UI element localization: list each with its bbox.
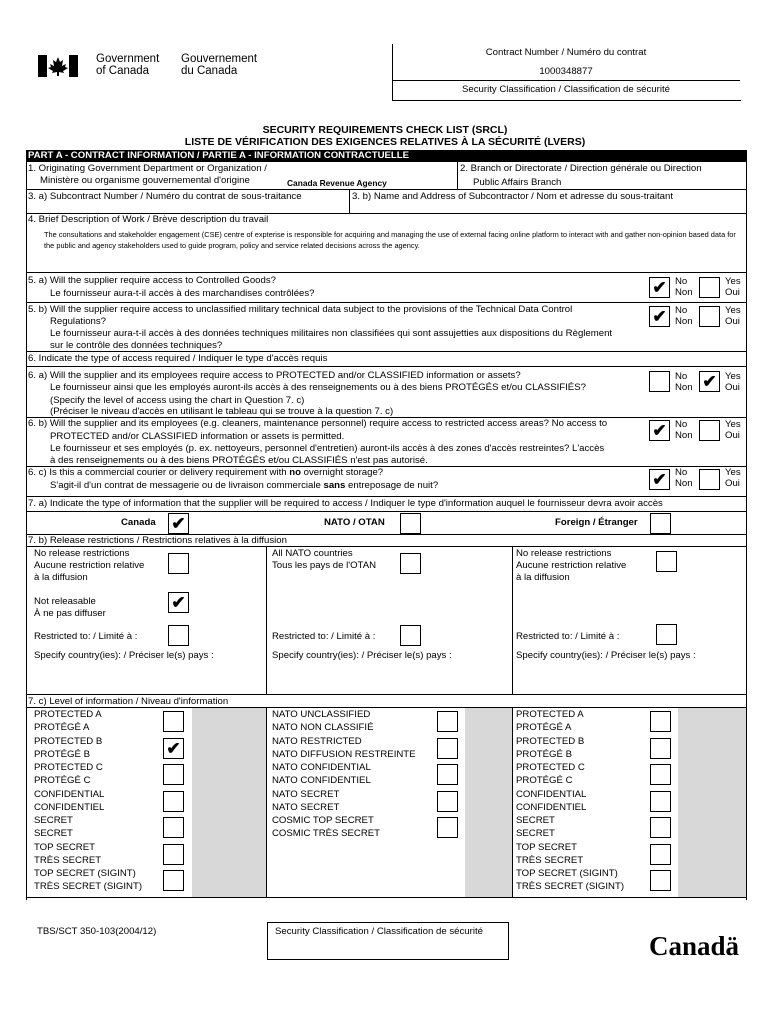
q7b-foreign-restricted: Restricted to: / Limité à : xyxy=(516,631,620,642)
q7c-canada-level-checkbox[interactable] xyxy=(163,791,184,812)
q7a-canada-label: Canada xyxy=(121,517,156,528)
gov-fr-line1: Gouvernement xyxy=(181,53,258,65)
q7c-foreign-level-label: TRÈS SECRET xyxy=(516,854,584,866)
q7c-nato-level-checkbox[interactable] xyxy=(437,791,458,812)
q5b-yes-label: Yes Oui xyxy=(725,305,741,327)
q5b-line2: Regulations? xyxy=(50,316,107,327)
q7a-nato-label: NATO / OTAN xyxy=(324,517,385,528)
canada-flag-logo xyxy=(38,55,78,77)
title-fr: LISTE DE VÉRIFICATION DES EXIGENCES RELATIVES À LA SÉCURITÉ (LVERS) xyxy=(184,136,586,148)
q7c-nato-level-checkbox[interactable] xyxy=(437,711,458,732)
q7c-foreign-level-checkbox[interactable] xyxy=(650,817,671,838)
q7b-canada-not-releasable-1: Not releasable xyxy=(34,596,96,607)
q7c-foreign-level-checkbox[interactable] xyxy=(650,844,671,865)
q7b-nato-specify: Specify country(ies): / Préciser le(s) pays : xyxy=(272,650,452,661)
q7b-label: 7. b) Release restrictions / Restrictions relatives à la diffusion xyxy=(28,535,287,546)
q5a-no-checkbox[interactable]: ✔ xyxy=(649,277,670,298)
q7a-foreign-checkbox[interactable] xyxy=(650,513,671,534)
q7c-canada-level-label: PROTECTED A xyxy=(34,709,102,720)
q7c-foreign-level-label: PROTECTED A xyxy=(516,709,584,720)
q7c-foreign-level-label: PROTÉGÉ C xyxy=(516,775,573,786)
q5a-en: 5. a) Will the supplier require access to Controlled Goods? xyxy=(28,275,276,286)
canada-wordmark: Canadä xyxy=(649,931,740,961)
q6a-yes-label: Yes Oui xyxy=(725,371,741,393)
q7c-foreign-level-label: TOP SECRET xyxy=(516,841,577,853)
q5a-yes-checkbox[interactable] xyxy=(699,277,720,298)
q7b-nato-all-1: All NATO countries xyxy=(272,548,353,559)
q7c-canada-level-label: TOP SECRET (SIGINT) xyxy=(34,868,136,879)
q7a-label: 7. a) Indicate the type of information that the supplier will be required to access / Indiquer le type d'information auquel le fournisseur devra avoir accès xyxy=(28,498,663,509)
q7b-nato-all-checkbox[interactable] xyxy=(400,553,421,574)
q7c-canada-level-label: PROTECTED C xyxy=(34,762,103,773)
q7c-foreign-level-label: PROTÉGÉ A xyxy=(516,722,572,733)
q5b-line3: Le fournisseur aura-t-il accès à des données techniques militaires non classifiées qui sont assujetties aux dispositions du Règlement xyxy=(50,328,613,339)
q7c-foreign-level-checkbox[interactable] xyxy=(650,870,671,891)
gov-en-line2: of Canada xyxy=(96,65,150,77)
q6a-line1: 6. a) Will the supplier and its employees require access to PROTECTED and/or CLASSIFIED information or assets? xyxy=(28,370,521,381)
q7c-foreign-level-label: CONFIDENTIEL xyxy=(516,801,587,813)
q7c-canada-level-label: SECRET xyxy=(34,815,73,826)
q7b-nato-all-2: Tous les pays de l'OTAN xyxy=(272,560,377,571)
q7c-nato-level-label: NATO NON CLASSIFIÉ xyxy=(272,722,374,733)
q7b-canada-no-release-checkbox[interactable] xyxy=(168,553,189,574)
q7b-foreign-specify: Specify country(ies): / Préciser le(s) pays : xyxy=(516,650,696,661)
q7b-nato-restricted: Restricted to: / Limité à : xyxy=(272,631,376,642)
q7c-nato-level-label: COSMIC TRÈS SECRET xyxy=(272,828,381,839)
q7b-nato-restricted-checkbox[interactable] xyxy=(400,625,421,646)
q5b-no-label: No Non xyxy=(675,305,693,327)
q7c-foreign-level-checkbox[interactable] xyxy=(650,791,671,812)
q6b-line4: à des renseignements ou à des biens PROTÉGÉS et/ou CLASSIFIÉS n'est pas autorisé. xyxy=(50,455,428,466)
q6b-line2: PROTECTED and/or CLASSIFIED information or assets is permitted. xyxy=(50,431,345,442)
q6c-no-checkbox[interactable]: ✔ xyxy=(649,469,670,490)
q7b-canada-not-releasable-checkbox[interactable]: ✔ xyxy=(168,592,189,613)
q7c-canada-level-checkbox[interactable] xyxy=(163,764,184,785)
gov-en-line1: Government xyxy=(96,53,160,65)
q7b-foreign-no-release-checkbox[interactable] xyxy=(656,551,677,572)
q7c-canada-level-checkbox[interactable]: ✔ xyxy=(163,738,184,759)
q7c-foreign-level-label: PROTECTED C xyxy=(516,762,585,773)
q7c-nato-level-label: NATO SECRET xyxy=(272,801,340,813)
contract-number-label: Contract Number / Numéro du contrat xyxy=(485,47,647,58)
q7c-canada-level-label: PROTÉGÉ B xyxy=(34,748,90,760)
q7c-canada-level-label: TRÈS SECRET xyxy=(34,854,102,866)
form-number: TBS/SCT 350-103(2004/12) xyxy=(37,926,157,937)
q6-label: 6. Indicate the type of access required / Indiquer le type d'accès requis xyxy=(28,353,328,364)
q4-label: 4. Brief Description of Work / Brève description du travail xyxy=(28,214,269,225)
q7c-foreign-level-checkbox[interactable] xyxy=(650,764,671,785)
footer-security-label: Security Classification / Classification de sécurité xyxy=(275,926,483,937)
q7c-nato-level-label: NATO CONFIDENTIEL xyxy=(272,775,371,786)
q7c-nato-level-label: NATO SECRET xyxy=(272,788,340,800)
q7c-nato-level-label: NATO RESTRICTED xyxy=(272,735,362,747)
q7c-nato-level-checkbox[interactable] xyxy=(437,764,458,785)
q1-label-2: Ministère ou organisme gouvernemental d'origine xyxy=(40,175,250,186)
q1-label-1: 1. Originating Government Department or Organization / xyxy=(28,163,267,174)
q5a-fr: Le fournisseur aura-t-il accès à des marchandises contrôlées? xyxy=(50,288,315,299)
q7c-canada-level-label: PROTÉGÉ C xyxy=(34,775,91,786)
q7c-nato-level-checkbox[interactable] xyxy=(437,738,458,759)
q7b-canada-no-release-3: à la diffusion xyxy=(34,572,88,583)
q2-value[interactable]: Public Affairs Branch xyxy=(473,177,562,188)
q7c-foreign-level-label: PROTECTED B xyxy=(516,735,585,747)
q7c-foreign-level-label: SECRET xyxy=(516,815,555,826)
q6a-yes-checkbox[interactable]: ✔ xyxy=(699,371,720,392)
q7c-nato-level-label: COSMIC TOP SECRET xyxy=(272,815,374,826)
q7a-foreign-label: Foreign / Étranger xyxy=(555,517,638,528)
q7b-canada-no-release-1: No release restrictions xyxy=(34,548,130,559)
q5b-line1: 5. b) Will the supplier require access to unclassified military technical data subject to the provisions of the Technical Data Control xyxy=(28,304,573,315)
q5b-line4: sur le contrôle des données techniques? xyxy=(50,340,223,351)
q5a-yes-label: Yes Oui xyxy=(725,276,741,298)
q7b-canada-not-releasable-2: À ne pas diffuser xyxy=(34,608,106,619)
q7c-foreign-level-label: SECRET xyxy=(516,828,555,839)
q6b-no-label: No Non xyxy=(675,419,693,441)
q7b-canada-restricted-checkbox[interactable] xyxy=(168,625,189,646)
q7a-nato-checkbox[interactable] xyxy=(400,513,421,534)
q5b-no-checkbox[interactable]: ✔ xyxy=(649,306,670,327)
q7c-canada-level-label: TRÈS SECRET (SIGINT) xyxy=(34,881,143,892)
part-a-heading: PART A - CONTRACT INFORMATION / PARTIE A - INFORMATION CONTRACTUELLE xyxy=(26,150,747,162)
q7c-foreign-level-checkbox[interactable] xyxy=(650,711,671,732)
q7c-foreign-level-label: TOP SECRET (SIGINT) xyxy=(516,868,618,879)
q7b-foreign-restricted-checkbox[interactable] xyxy=(656,624,677,645)
q7c-foreign-level-label: CONFIDENTIAL xyxy=(516,788,587,800)
security-classification-label: Security Classification / Classification de sécurité xyxy=(462,84,670,95)
q3b-label: 3. b) Name and Address of Subcontractor / Nom et adresse du sous-traitant xyxy=(352,191,674,202)
q6b-yes-label: Yes Oui xyxy=(725,419,741,441)
q6c-line1: 6. c) Is this a commercial courier or delivery requirement with no overnight storage? xyxy=(28,467,384,478)
q7c-label: 7. c) Level of information / Niveau d'information xyxy=(28,696,229,707)
q6b-line3: Le fournisseur et ses employés (p. ex. nettoyeurs, personnel d'entretien) auront-ils accès à des zones d'accès restreintes? L'accès xyxy=(50,443,605,454)
q7b-canada-no-release-2: Aucune restriction relative xyxy=(34,560,145,571)
q5a-no-label: No Non xyxy=(675,276,693,298)
q6a-line2: Le fournisseur ainsi que les employés auront-ils accès à des renseignements ou à des biens PROTÉGÉS et/ou CLASSIFIÉS? xyxy=(50,382,586,393)
q7c-nato-level-label: NATO CONFIDENTIAL xyxy=(272,762,371,773)
q7c-canada-level-label: CONFIDENTIEL xyxy=(34,801,105,813)
q2-label: 2. Branch or Directorate / Direction générale ou Direction xyxy=(460,163,702,174)
q7b-canada-restricted: Restricted to: / Limité à : xyxy=(34,631,138,642)
q6c-yes-label: Yes Oui xyxy=(725,467,741,489)
q7c-canada-level-label: PROTECTED B xyxy=(34,735,103,747)
q6a-no-checkbox[interactable] xyxy=(649,371,670,392)
q7c-nato-level-label: NATO DIFFUSION RESTREINTE xyxy=(272,748,416,760)
q6b-yes-checkbox[interactable] xyxy=(699,420,720,441)
q7c-foreign-level-label: TRÈS SECRET (SIGINT) xyxy=(516,881,625,892)
q7c-canada-level-checkbox[interactable] xyxy=(163,817,184,838)
q6a-line4: (Préciser le niveau d'accès en utilisant le tableau qui se trouve à la question 7. c) xyxy=(50,406,394,417)
q7b-foreign-no-release-3: à la diffusion xyxy=(516,572,570,583)
q6c-no-label: No Non xyxy=(675,467,693,489)
q7c-canada-level-label: TOP SECRET xyxy=(34,841,95,853)
q7c-nato-level-label: NATO UNCLASSIFIED xyxy=(272,709,371,720)
q6c-line2: S'agit-il d'un contrat de messagerie ou de livraison commerciale sans entreposage de nuit? xyxy=(50,480,439,491)
q7a-canada-checkbox[interactable]: ✔ xyxy=(168,513,189,534)
q7b-foreign-no-release-1: No release restrictions xyxy=(516,548,612,559)
q7c-canada-level-checkbox[interactable] xyxy=(163,870,184,891)
q1-value[interactable]: Canada Revenue Agency xyxy=(287,178,387,188)
q7c-canada-level-checkbox[interactable] xyxy=(163,844,184,865)
q6b-line1: 6. b) Will the supplier and its employees (e.g. cleaners, maintenance personnel) require access to restricted access areas? No access to xyxy=(28,418,608,429)
q6a-no-label: No Non xyxy=(675,371,693,393)
q7c-canada-level-checkbox[interactable] xyxy=(163,711,184,732)
q7c-canada-level-label: PROTÉGÉ A xyxy=(34,722,90,733)
q6c-yes-checkbox[interactable] xyxy=(699,469,720,490)
q5b-yes-checkbox[interactable] xyxy=(699,306,720,327)
gov-fr-line2: du Canada xyxy=(181,65,238,77)
q6b-no-checkbox[interactable]: ✔ xyxy=(649,420,670,441)
q7c-canada-level-label: SECRET xyxy=(34,828,73,839)
q3a-label: 3. a) Subcontract Number / Numéro du contrat de sous-traitance xyxy=(28,191,302,202)
q7c-canada-level-label: CONFIDENTIAL xyxy=(34,788,105,800)
contract-number-value[interactable]: 1000348877 xyxy=(539,66,593,77)
q6a-line3: (Specify the level of access using the chart in Question 7. c) xyxy=(50,395,305,406)
q7c-nato-level-checkbox[interactable] xyxy=(437,817,458,838)
q7b-canada-specify: Specify country(ies): / Préciser le(s) pays : xyxy=(34,650,214,661)
q4-value[interactable]: The consultations and stakeholder engagement (CSE) centre of expterise is responsible for acquiring and managing the use of external facing online platform to interact with and gather non-opinion based data for the public and agency stakeholders used to guide program, policy and service related decisions across the agency. xyxy=(44,230,736,250)
q7c-foreign-level-label: PROTÉGÉ B xyxy=(516,748,572,760)
q7c-foreign-level-checkbox[interactable] xyxy=(650,738,671,759)
q7b-foreign-no-release-2: Aucune restriction relative xyxy=(516,560,627,571)
title-en: SECURITY REQUIREMENTS CHECK LIST (SRCL) xyxy=(262,124,508,136)
